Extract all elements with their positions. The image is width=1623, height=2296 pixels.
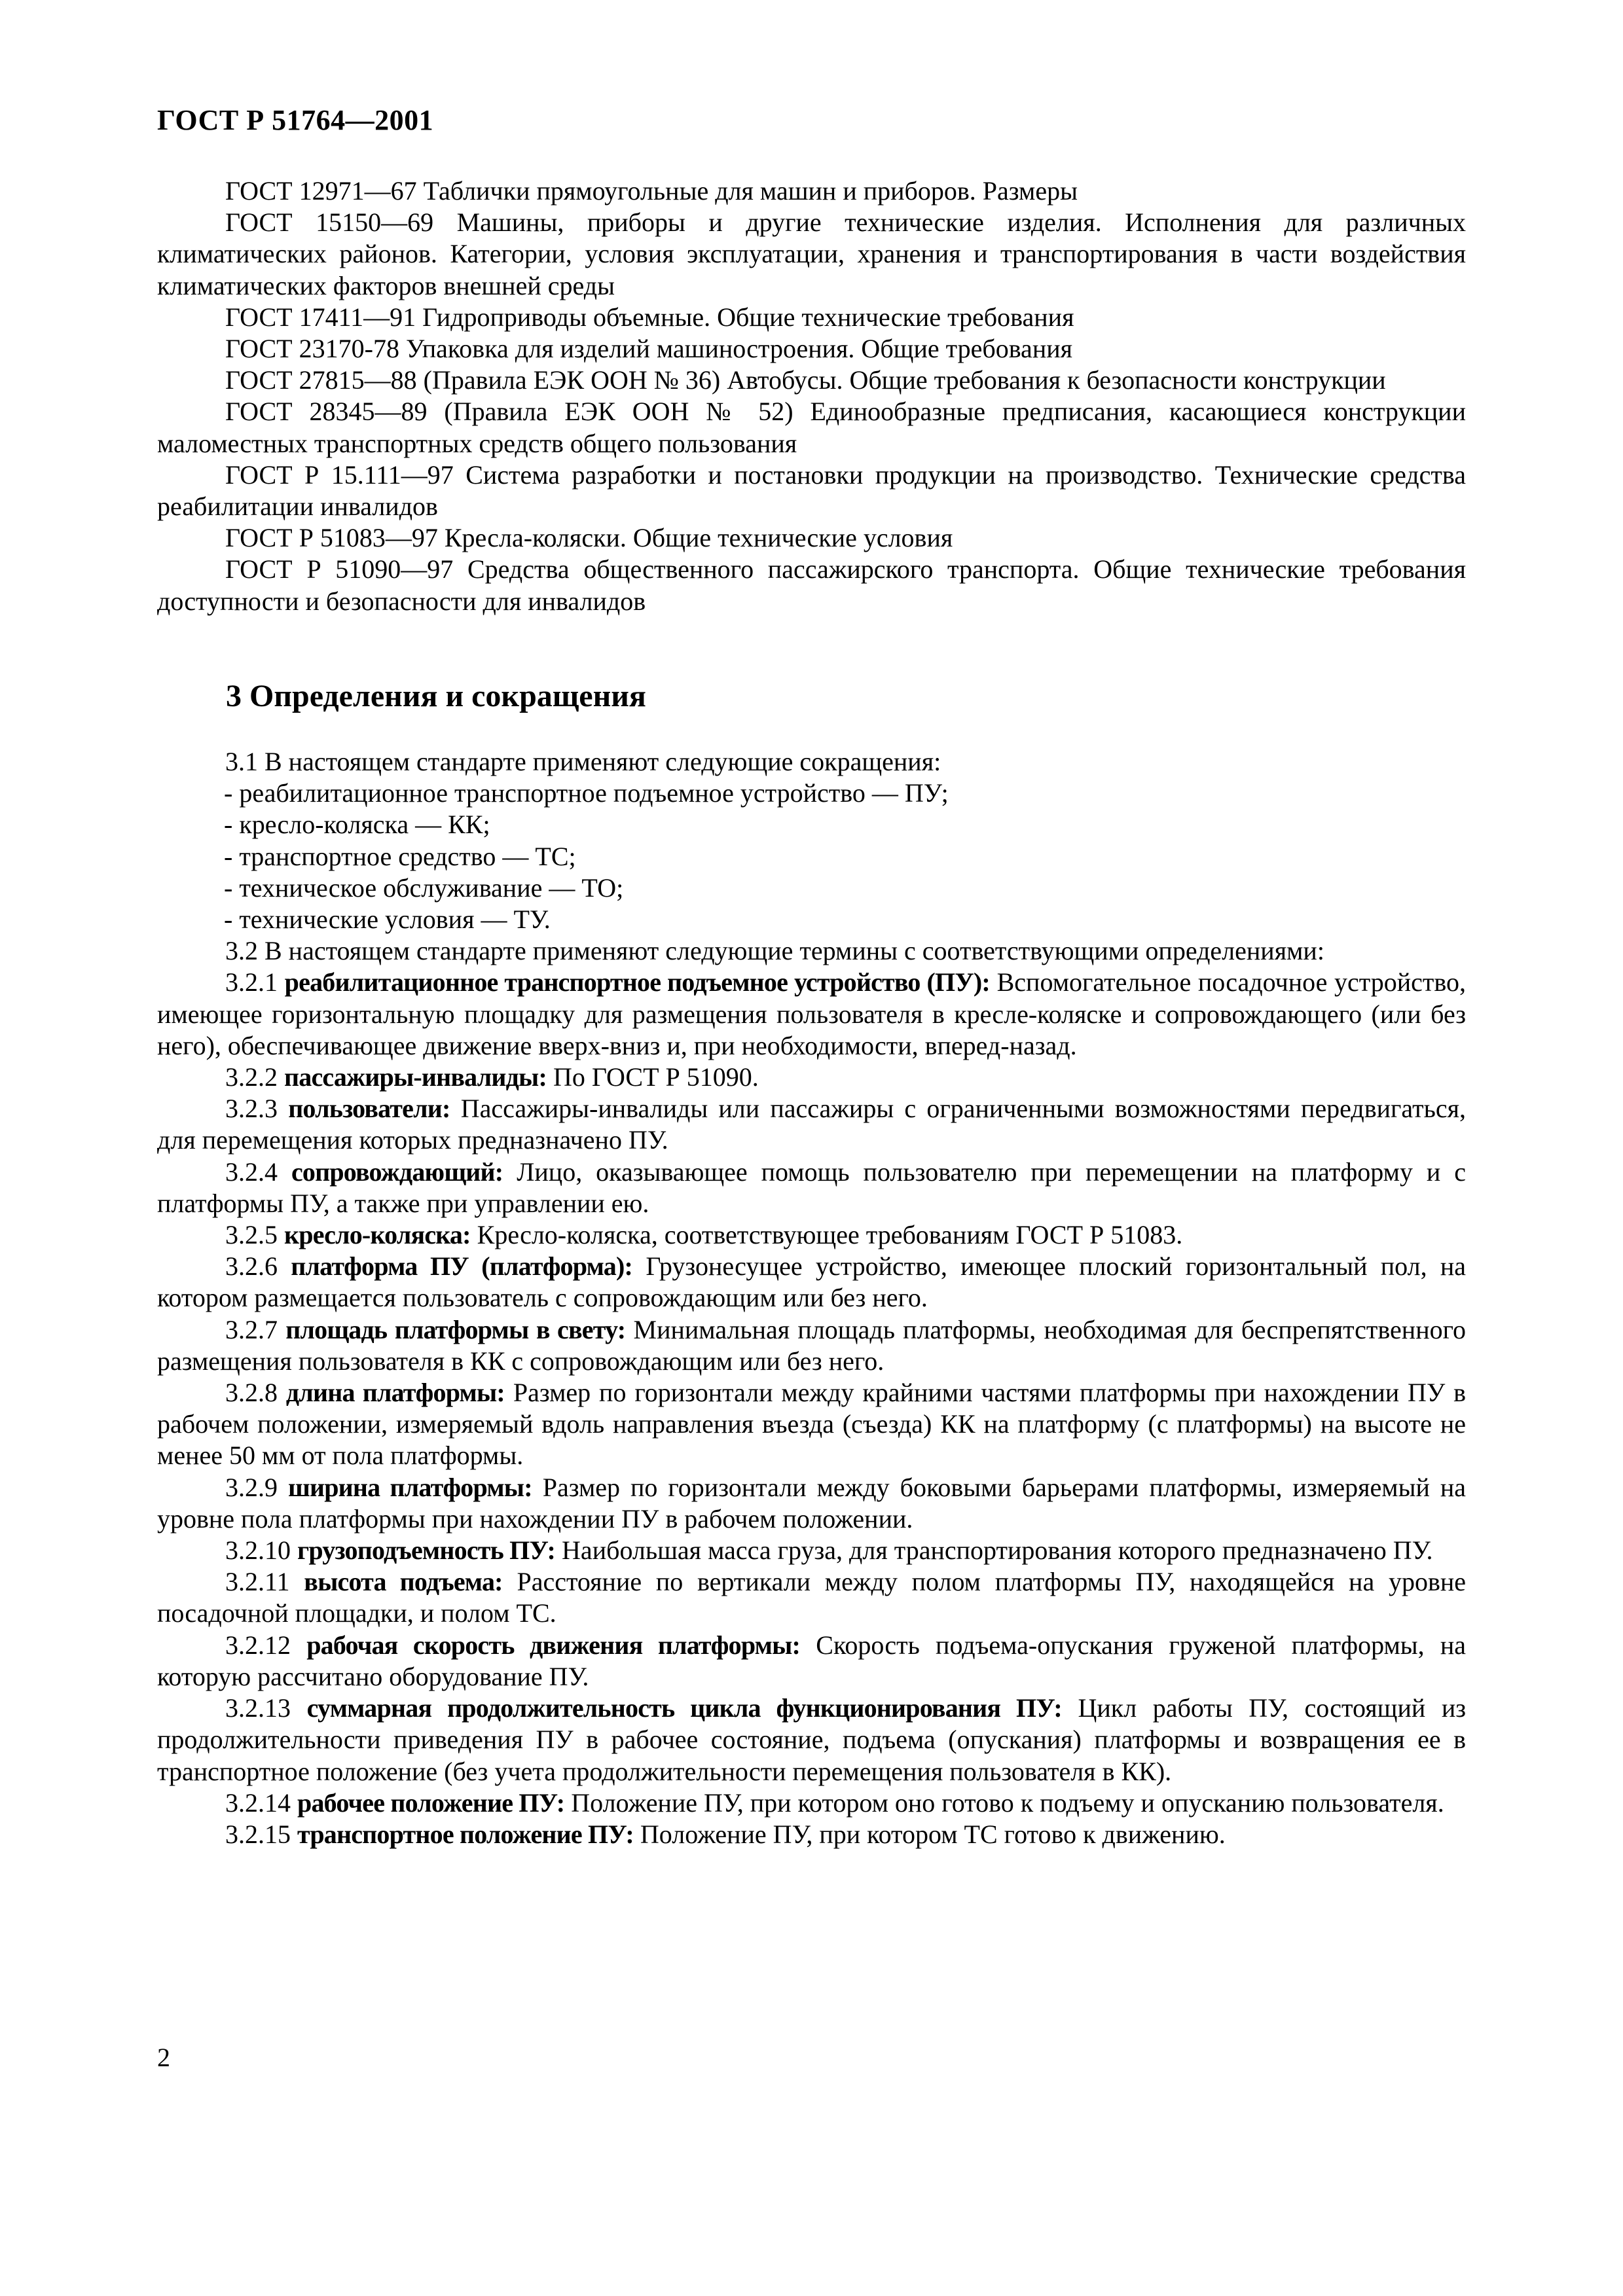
term-name: сопровождающий: bbox=[291, 1157, 503, 1187]
term-text: Минимальная площадь платформы, необходимая для беспрепятственного размещения пользователя в КК с сопровождающим или без него. bbox=[157, 1314, 1467, 1376]
term-name: грузоподъемность ПУ: bbox=[297, 1535, 556, 1566]
term-name: высота подъема: bbox=[304, 1567, 503, 1597]
term-definition bbox=[157, 1472, 1466, 1535]
term-definition bbox=[157, 1314, 1466, 1377]
term-number: 3.2.12 bbox=[225, 1630, 291, 1660]
term-number: 3.2.11 bbox=[225, 1567, 290, 1597]
term-number: 3.2.14 bbox=[225, 1787, 291, 1818]
term-definition bbox=[157, 1219, 1466, 1251]
term-number: 3.2.13 bbox=[225, 1693, 291, 1723]
term-number: 3.2.2 bbox=[225, 1062, 278, 1092]
term-number: 3.2.4 bbox=[225, 1157, 278, 1187]
term-number: 3.2.7 bbox=[225, 1314, 278, 1344]
term-text: Положение ПУ, при котором оно готово к подъему и опусканию пользователя. bbox=[571, 1787, 1444, 1818]
abbreviation-item: - кресло-коляска — КК; bbox=[224, 810, 490, 840]
reference-item: ГОСТ Р 51083—97 Кресла-коляски. Общие технические условия bbox=[225, 523, 953, 553]
reference-item: ГОСТ 12971—67 Таблички прямоугольные для машин и приборов. Размеры bbox=[225, 176, 1078, 206]
reference-item: ГОСТ Р 51090—97 Средства общественного пассажирского транспорта. Общие технические требования доступности и безопасности для инвалидов bbox=[157, 554, 1466, 616]
term-text: Скорость подъема-опускания груженой платформы, на которую рассчитано оборудование ПУ. bbox=[157, 1630, 1467, 1691]
term-number: 3.2.1 bbox=[225, 967, 278, 997]
abbreviation-item: - транспортное средство — ТС; bbox=[224, 841, 576, 871]
term-name: площадь платформы в свету: bbox=[285, 1314, 626, 1344]
term-text: Положение ПУ, при котором ТС готово к движению. bbox=[640, 1819, 1226, 1849]
page-number: 2 bbox=[157, 2043, 170, 2072]
abbreviation-item: - техническое обслуживание — ТО; bbox=[224, 872, 624, 903]
abbreviation-item: - технические условия — ТУ. bbox=[224, 905, 551, 935]
abbreviation-item: - реабилитационное транспортное подъемное устройство — ПУ; bbox=[224, 778, 949, 808]
term-definition bbox=[157, 1062, 1466, 1093]
term-text: Пассажиры-инвалиды или пассажиры с ограниченными возможностями передвигаться, для перемещения которых предназначено ПУ. bbox=[157, 1094, 1466, 1155]
term-number: 3.2.8 bbox=[225, 1378, 278, 1408]
term-name: кресло-коляска: bbox=[284, 1220, 471, 1250]
term-definition bbox=[157, 1787, 1466, 1819]
term-name: транспортное положение ПУ: bbox=[297, 1819, 634, 1849]
reference-item: ГОСТ 27815—88 (Правила ЕЭК ООН № 36) Автобусы. Общие требования к безопасности конструкции bbox=[225, 365, 1386, 395]
term-number: 3.2.3 bbox=[225, 1094, 278, 1124]
term-definition bbox=[157, 1377, 1466, 1472]
term-number: 3.2.9 bbox=[225, 1472, 278, 1502]
references-list bbox=[157, 175, 1466, 617]
term-text: Наибольшая масса груза, для транспортирования которого предназначено ПУ. bbox=[562, 1535, 1433, 1566]
document-header: ГОСТ Р 51764—2001 bbox=[157, 104, 434, 136]
reference-item: ГОСТ 23170-78 Упаковка для изделий машиностроения. Общие требования bbox=[225, 334, 1073, 364]
term-text: Размер по горизонтали между крайними частями платформы при нахождении ПУ в рабочем положении, измеряемый вдоль направления въезда (съезда) КК на платформу (с платформы) на высоте не менее 50 мм от пола платформы. bbox=[157, 1378, 1467, 1471]
term-text: Размер по горизонтали между боковыми барьерами платформы, измеряемый на уровне пола платформы при нахождении ПУ в рабочем положении. bbox=[157, 1472, 1467, 1534]
abbreviations-intro: 3.1 В настоящем стандарте применяют следующие сокращения: bbox=[225, 747, 941, 776]
term-definition bbox=[157, 1093, 1466, 1156]
term-name: пользователи: bbox=[288, 1094, 450, 1124]
term-text: Вспомогательное посадочное устройство, имеющее горизонтальную площадку для размещения пользователя в кресле-коляске и сопровождающего (или без него), обеспечивающее движение вверх-вниз и, при необходимости, вперед-назад. bbox=[157, 967, 1467, 1060]
term-name: длина платформы: bbox=[285, 1378, 505, 1408]
term-definition bbox=[157, 1566, 1466, 1629]
term-definition bbox=[157, 1535, 1466, 1566]
term-definition bbox=[157, 1251, 1466, 1314]
section-heading: 3 Определения и сокращения bbox=[226, 679, 646, 713]
term-name: платформа ПУ (платформа): bbox=[291, 1251, 633, 1282]
term-number: 3.2.5 bbox=[225, 1220, 278, 1250]
reference-item: ГОСТ Р 15.111—97 Система разработки и постановки продукции на производство. Технические средства реабилитации инвалидов bbox=[157, 459, 1466, 522]
term-definition bbox=[157, 1693, 1466, 1787]
term-name: рабочее положение ПУ: bbox=[297, 1787, 565, 1818]
term-definition bbox=[157, 967, 1466, 1062]
term-text: Цикл работы ПУ, состоящий из продолжительности приведения ПУ в рабочее состояние, подъема (опускания) платформы и возвращения ее в транспортное положение (без учета продолжительности перемещения пользователя в КК). bbox=[157, 1693, 1467, 1786]
section-body bbox=[157, 746, 1466, 1850]
term-definition bbox=[157, 1630, 1466, 1693]
reference-item: ГОСТ 15150—69 Машины, приборы и другие технические изделия. Исполнения для различных климатических районов. Категории, условия эксплуатации, хранения и транспортирования в части воздействия климатических факторов внешней среды bbox=[157, 207, 1466, 300]
term-number: 3.2.6 bbox=[225, 1251, 278, 1282]
term-definition bbox=[157, 1157, 1466, 1219]
term-name: суммарная продолжительность цикла функционирования ПУ: bbox=[306, 1693, 1062, 1723]
term-text: Грузонесущее устройство, имеющее плоский горизонтальный пол, на котором размещается пользователь с сопровождающим или без него. bbox=[157, 1251, 1467, 1313]
reference-item: ГОСТ 28345—89 (Правила ЕЭК ООН № 52) Единообразные предписания, касающиеся конструкции маломестных транспортных средств общего пользования bbox=[157, 397, 1466, 458]
term-number: 3.2.15 bbox=[225, 1819, 291, 1849]
reference-item: ГОСТ 17411—91 Гидроприводы объемные. Общие технические требования bbox=[225, 302, 1074, 332]
term-name: реабилитационное транспортное подъемное устройство (ПУ): bbox=[284, 967, 990, 997]
term-text: Кресло-коляска, соответствующее требованиям ГОСТ Р 51083. bbox=[477, 1220, 1183, 1250]
term-name: рабочая скорость движения платформы: bbox=[306, 1630, 801, 1660]
term-name: пассажиры-инвалиды: bbox=[284, 1062, 547, 1092]
term-definition bbox=[157, 1819, 1466, 1850]
term-text: Лицо, оказывающее помощь пользователю при перемещении на платформу и с платформы ПУ, а также при управлении ею. bbox=[157, 1157, 1467, 1218]
term-name: ширина платформы: bbox=[287, 1472, 532, 1502]
terms-intro: 3.2 В настоящем стандарте применяют следующие термины с соответствующими определениями: bbox=[225, 936, 1324, 966]
term-text: Расстояние по вертикали между полом платформы ПУ, находящейся на уровне посадочной площадки, и полом ТС. bbox=[157, 1567, 1467, 1628]
term-text: По ГОСТ Р 51090. bbox=[553, 1062, 759, 1092]
term-number: 3.2.10 bbox=[225, 1535, 291, 1566]
